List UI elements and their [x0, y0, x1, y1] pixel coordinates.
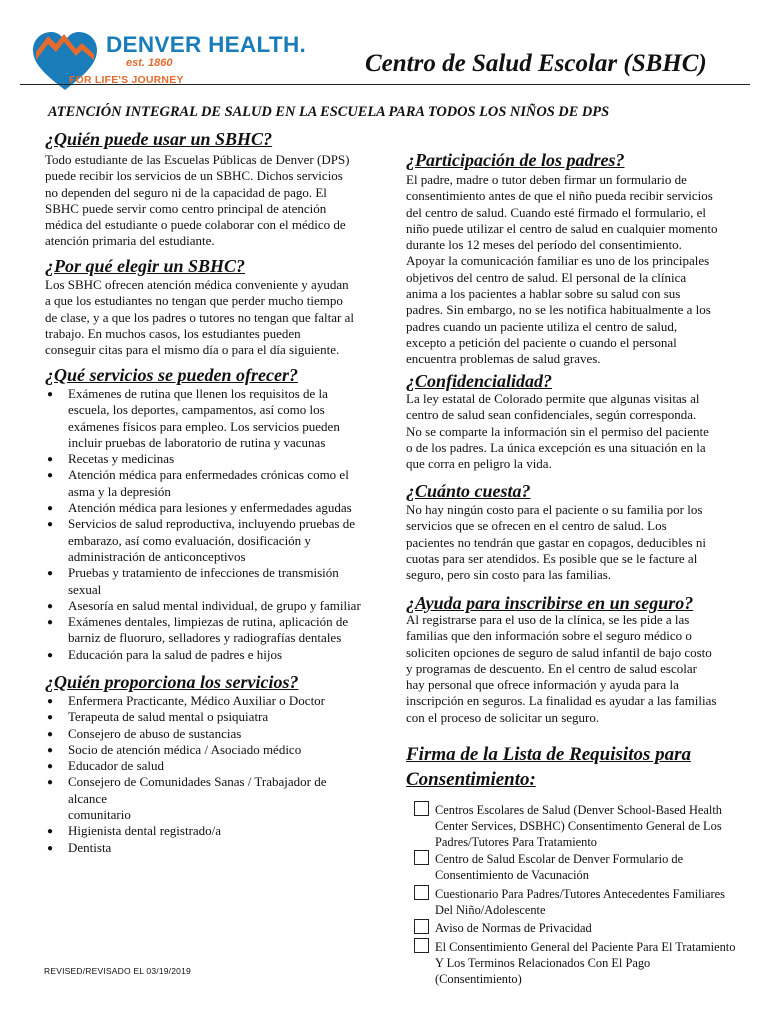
list-item: ● Dentista: [47, 839, 112, 855]
heading-confidentiality: ¿Confidencialidad?: [406, 371, 553, 391]
list-item: ● Recetas y medicinas: [47, 451, 175, 467]
list-item: ● Atención médica para enfermedades crónicas como el asma y la depresión: [47, 467, 349, 499]
list-item: ● Servicios de salud reproductiva, incluyendo pruebas de embarazo, así como evaluación, dosificación y administración de anticonceptivos: [47, 516, 355, 564]
list-item: ● Terapeuta de salud mental o psiquiatra: [47, 709, 269, 725]
list-item: ● Educador de salud: [47, 758, 165, 774]
checklist-item-privacy-notice[interactable]: [414, 919, 754, 935]
heading-checklist-line-2: Consentimiento:: [406, 769, 536, 790]
heading-insurance: ¿Ayuda para inscribirse en un seguro?: [406, 593, 694, 613]
checklist-item-label: Cuestionario Para Padres/Tutores Antecedentes Familiares Del Niño/Adolescente: [435, 887, 725, 917]
checklist-item-label: El Consentimiento General del Paciente Para El Tratamiento Y Los Terminos Relacionados Con El Pago (Consentimiento): [435, 940, 736, 986]
providers-list: [47, 693, 367, 856]
list-item: ● Educación para la salud de padres e hijos: [47, 646, 283, 662]
list-item: ● Exámenes de rutina que llenen los requisitos de la escuela, los deportes, campamentos, así como los exámenes físicos para empleo. Los servicios pueden incluir pruebas de laboratorio de rutina y vacunas: [47, 386, 340, 450]
list-item: ● Higienista dental registrado/a: [47, 823, 222, 839]
checklist-item-label: Centro de Salud Escolar de Denver Formulario de Consentimiento de Vacunación: [435, 852, 684, 882]
denver-health-logo: [30, 30, 320, 92]
paragraph-cost: No hay ningún costo para el paciente o su familia por los servicios que se ofrecen en el centro de salud. Los pacientes no tendrán que gastar en copagos, deducibles ni cuotas para ser atendidos. Es posible que se le facture al seguro, pero sin costo para las familias.: [406, 502, 706, 583]
document-subtitle: ATENCIÓN INTEGRAL DE SALUD EN LA ESCUELA PARA TODOS LOS NIÑOS DE DPS: [48, 104, 610, 120]
paragraph-why-choose: Los SBHC ofrecen atención médica conveniente y ayudan a que los estudiantes no tengan que perder mucho tiempo de clase, y a que los padres o tutores no tengan que faltar al trabajo. En muchos casos, los estudiantes pueden conseguir citas para el mismo día o para el día siguiente.: [45, 277, 354, 358]
checklist-item-label: Aviso de Normas de Privacidad: [435, 921, 592, 935]
logo-name: DENVER HEALTH.: [106, 32, 307, 57]
title-divider: [20, 84, 750, 85]
paragraph-insurance: Al registrarse para el uso de la clínica, se les pide a las familias que den información sobre el seguro médico o soliciten opciones de seguro de salud infantil de bajo costo y programas de descuento. En el centro de salud escolar hay personal que ofrece información y ayuda para la inscripción en seguros. La finalidad es ayudar a las familias con el proceso de solicitar un seguro.: [406, 612, 717, 725]
checkbox[interactable]: [414, 938, 429, 953]
list-item: ● Consejero de abuso de sustancias: [47, 725, 242, 741]
list-item: ● Pruebas y tratamiento de infecciones de transmisión sexual: [47, 565, 339, 597]
checkbox[interactable]: [414, 850, 429, 865]
revision-date: REVISED/REVISADO EL 03/19/2019: [44, 966, 191, 976]
logo-established: est. 1860: [126, 57, 173, 69]
list-item: ● Consejero de Comunidades Sanas / Trabajador de alcance comunitario: [47, 774, 327, 823]
checkbox[interactable]: [414, 919, 429, 934]
checkbox[interactable]: [414, 885, 429, 900]
heading-services: ¿Qué servicios se pueden ofrecer?: [45, 365, 298, 385]
list-item: ● Atención médica para lesiones y enfermedades agudas: [47, 500, 352, 516]
document-title: Centro de Salud Escolar (SBHC): [365, 50, 707, 77]
paragraph-confidentiality: La ley estatal de Colorado permite que algunas visitas al centro de salud sean confidenciales, según corresponda. No se comparte la información sin el permiso del paciente o de los padres. La única excepción es una situación en la que corra en peligro la vida.: [406, 391, 709, 472]
logo-tagline: FOR LIFE'S JOURNEY: [69, 74, 184, 86]
heading-cost: ¿Cuánto cuesta?: [406, 481, 531, 501]
services-list: [47, 386, 367, 663]
checklist-item-dsbhc-consent[interactable]: [414, 801, 754, 849]
checklist-item-label: Centros Escolares de Salud (Denver School-Based Health Center Services, DSBHC) Consentimento General de Los Padres/Tutores Para Tratamiento: [435, 803, 722, 849]
heading-why-choose: ¿Por qué elegir un SBHC?: [45, 256, 246, 276]
heading-parents: ¿Participación de los padres?: [406, 150, 625, 170]
checklist-item-patient-general-consent[interactable]: [414, 938, 754, 986]
heading-providers: ¿Quién proporciona los servicios?: [45, 672, 299, 692]
checklist-item-vaccination-consent[interactable]: [414, 850, 754, 882]
heading-who-can-use: ¿Quién puede usar un SBHC?: [45, 129, 273, 149]
checklist-item-family-history[interactable]: [414, 885, 754, 917]
paragraph-parents: El padre, madre o tutor deben firmar un formulario de consentimiento antes de que el niño pueda recibir servicios del centro de salud. Cuando esté firmado el formulario, el niño puede utilizar el centro de salud en cualquier momento durante los 12 meses del período del consentimiento. Apoyar la comunicación familiar es uno de los principales objetivos del centro de salud. El personal de la clínica anima a los pacientes a hablar sobre su salud con sus padres. Sin embargo, no se les notifica habitualmente a los padres cuando un paciente utiliza el centro de salud, excepto a petición del paciente o cuando el personal encuentra problemas de salud graves.: [406, 172, 718, 367]
heading-checklist-line-1: Firma de la Lista de Requisitos para: [406, 744, 692, 765]
list-item: ● Exámenes dentales, limpiezas de rutina, aplicación de barniz de fluoruro, selladores y radiografías dentales: [47, 614, 349, 646]
checkbox[interactable]: [414, 801, 429, 816]
list-item: ● Socio de atención médica / Asociado médico: [47, 741, 302, 757]
list-item: ● Asesoría en salud mental individual, de grupo y familiar: [47, 597, 361, 613]
paragraph-who-can-use: Todo estudiante de las Escuelas Públicas de Denver (DPS) puede recibir los servicios de un SBHC. Dichos servicios no dependen del seguro ni de la capacidad de pago. El SBHC puede servir como centro principal de atención médica del estudiante o puede colaborar con el médico de atención primaria del estudiante.: [45, 152, 350, 249]
list-item: ● Enfermera Practicante, Médico Auxiliar o Doctor: [47, 693, 326, 708]
